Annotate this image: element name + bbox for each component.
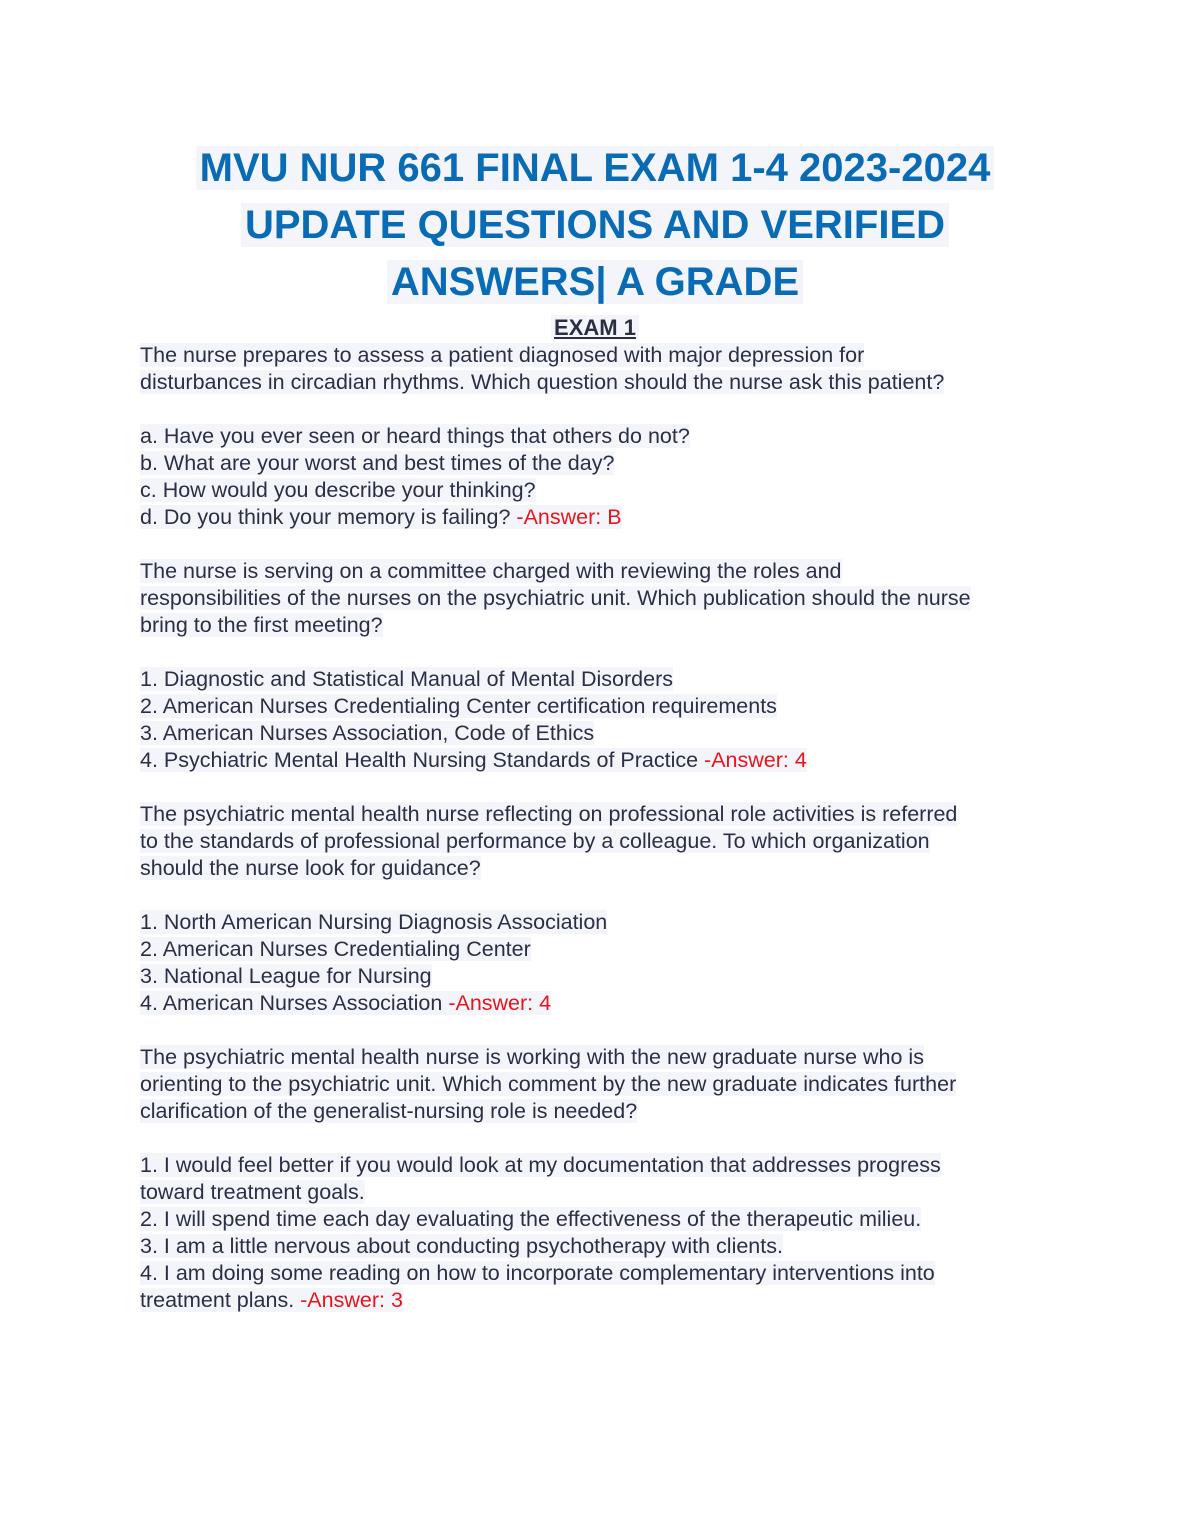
option-line bbox=[140, 936, 1060, 963]
option-text: d. Do you think your memory is failing? bbox=[140, 505, 517, 529]
option-line bbox=[140, 450, 1060, 477]
question-stem-text: orienting to the psychiatric unit. Which comment by the new graduate indicates further bbox=[140, 1072, 957, 1096]
question-stem-line bbox=[140, 558, 1060, 585]
option-text: a. Have you ever seen or heard things that others do not? bbox=[140, 424, 690, 448]
title-line-text: ANSWERS| A GRADE bbox=[387, 260, 803, 304]
option-line bbox=[140, 423, 1060, 450]
option-text: 1. North American Nursing Diagnosis Association bbox=[140, 910, 608, 934]
option-text: treatment plans. bbox=[140, 1288, 301, 1312]
option-line bbox=[140, 693, 1060, 720]
answer-text: -Answer: 3 bbox=[300, 1288, 403, 1312]
title-line bbox=[100, 254, 1090, 311]
option-text: b. What are your worst and best times of the day? bbox=[140, 451, 615, 475]
option-text: 3. I am a little nervous about conducting psychotherapy with clients. bbox=[140, 1234, 783, 1258]
option-line bbox=[140, 1287, 1060, 1314]
question-stem-text: The psychiatric mental health nurse reflecting on professional role activities is referred bbox=[140, 802, 958, 826]
spacer bbox=[140, 396, 1060, 423]
spacer bbox=[140, 1125, 1060, 1152]
question-stem-line bbox=[140, 585, 1060, 612]
question-stem-line bbox=[140, 612, 1060, 639]
option-line bbox=[140, 1233, 1060, 1260]
option-text: 2. American Nurses Credentialing Center bbox=[140, 937, 531, 961]
option-text: 4. Psychiatric Mental Health Nursing Standards of Practice bbox=[140, 748, 705, 772]
answer-text: -Answer: 4 bbox=[448, 991, 552, 1015]
question-stem-text: The nurse is serving on a committee charged with reviewing the roles and bbox=[140, 559, 842, 583]
option-line bbox=[140, 909, 1060, 936]
option-line bbox=[140, 747, 1060, 774]
answer-text: -Answer: 4 bbox=[704, 748, 807, 772]
option-text: 1. I would feel better if you would look at my documentation that addresses progress bbox=[140, 1153, 941, 1177]
section-heading-text: EXAM 1 bbox=[551, 315, 639, 340]
spacer bbox=[140, 1017, 1060, 1044]
question-stem-line bbox=[140, 855, 1060, 882]
question-block bbox=[140, 342, 1060, 531]
option-text: 2. I will spend time each day evaluating the effectiveness of the therapeutic milieu. bbox=[140, 1207, 922, 1231]
question-stem-line bbox=[140, 828, 1060, 855]
question-stem-text: responsibilities of the nurses on the psychiatric unit. Which publication should the nurse bbox=[140, 586, 971, 610]
document-title bbox=[100, 140, 1090, 311]
question-stem-text: bring to the first meeting? bbox=[140, 613, 383, 637]
option-line bbox=[140, 1260, 1060, 1287]
spacer bbox=[140, 639, 1060, 666]
question-stem-line bbox=[140, 369, 1060, 396]
question-stem-text: disturbances in circadian rhythms. Which question should the nurse ask this patient? bbox=[140, 370, 945, 394]
question-stem-text: should the nurse look for guidance? bbox=[140, 856, 481, 880]
title-line bbox=[100, 140, 1090, 197]
option-text: toward treatment goals. bbox=[140, 1180, 365, 1204]
question-stem-line bbox=[140, 1044, 1060, 1071]
option-line bbox=[140, 1179, 1060, 1206]
question-stem-text: The psychiatric mental health nurse is working with the new graduate nurse who is bbox=[140, 1045, 924, 1069]
option-text: 3. National League for Nursing bbox=[140, 964, 432, 988]
question-stem-text: The nurse prepares to assess a patient diagnosed with major depression for bbox=[140, 343, 865, 367]
option-line bbox=[140, 990, 1060, 1017]
question-stem-line bbox=[140, 342, 1060, 369]
title-line bbox=[100, 197, 1090, 254]
option-text: 3. American Nurses Association, Code of Ethics bbox=[140, 721, 595, 745]
question-block bbox=[140, 1044, 1060, 1314]
questions-list bbox=[140, 342, 1060, 1314]
option-line bbox=[140, 1206, 1060, 1233]
option-line bbox=[140, 666, 1060, 693]
option-text: 4. I am doing some reading on how to incorporate complementary interventions into bbox=[140, 1261, 935, 1285]
spacer bbox=[140, 882, 1060, 909]
option-line bbox=[140, 1152, 1060, 1179]
spacer bbox=[140, 774, 1060, 801]
question-stem-text: to the standards of professional performance by a colleague. To which organization bbox=[140, 829, 930, 853]
question-block bbox=[140, 801, 1060, 1017]
option-text: 1. Diagnostic and Statistical Manual of Mental Disorders bbox=[140, 667, 673, 691]
title-line-text: MVU NUR 661 FINAL EXAM 1-4 2023-2024 bbox=[196, 146, 995, 190]
option-line bbox=[140, 720, 1060, 747]
question-stem-line bbox=[140, 801, 1060, 828]
section-heading bbox=[0, 314, 1190, 341]
question-stem-line bbox=[140, 1071, 1060, 1098]
option-line bbox=[140, 477, 1060, 504]
option-text: 4. American Nurses Association bbox=[140, 991, 449, 1015]
title-line-text: UPDATE QUESTIONS AND VERIFIED bbox=[241, 203, 949, 247]
option-line bbox=[140, 963, 1060, 990]
question-stem-text: clarification of the generalist-nursing role is needed? bbox=[140, 1099, 638, 1123]
spacer bbox=[140, 531, 1060, 558]
option-line bbox=[140, 504, 1060, 531]
answer-text: -Answer: B bbox=[516, 505, 622, 529]
question-block bbox=[140, 558, 1060, 774]
question-stem-line bbox=[140, 1098, 1060, 1125]
option-text: 2. American Nurses Credentialing Center certification requirements bbox=[140, 694, 777, 718]
option-text: c. How would you describe your thinking? bbox=[140, 478, 536, 502]
